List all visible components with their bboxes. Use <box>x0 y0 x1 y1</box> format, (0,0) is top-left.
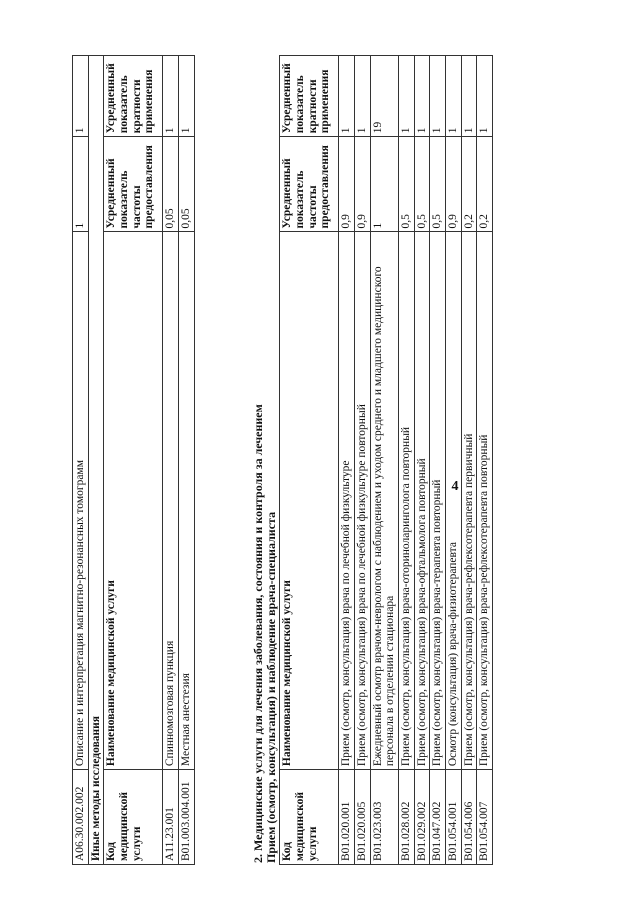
multiplicity-value: 1 <box>339 56 355 137</box>
service-name: Прием (осмотр, консультация) врача-терапевта повторный <box>430 232 446 770</box>
multiplicity-value: 19 <box>370 56 398 137</box>
service-name: Ежедневный осмотр врачом-неврологом с наблюдением и уходом среднего и младшего медицинского персонала в отделении стационара <box>370 232 398 770</box>
frequency-value: 0,5 <box>414 137 430 232</box>
table-row <box>163 56 179 865</box>
multiplicity-value: 1 <box>461 56 477 137</box>
service-code: B01.054.007 <box>477 770 493 865</box>
header-name: Наименование медицинской услуги <box>280 232 339 770</box>
frequency-value: 0,05 <box>178 137 194 232</box>
service-code: B01.020.001 <box>339 770 355 865</box>
service-code: B01.054.006 <box>461 770 477 865</box>
multiplicity-value: 1 <box>73 56 89 137</box>
table-row <box>73 56 89 865</box>
header-multiplicity: Усредненный показатель кратности применения <box>280 56 339 137</box>
frequency-value: 0,9 <box>445 137 461 232</box>
table-header <box>104 56 163 865</box>
header-code: Код медицинской услуги <box>104 770 163 865</box>
multiplicity-value: 1 <box>398 56 414 137</box>
subsection-title: Прием (осмотр, консультация) и наблюдение врача-специалиста <box>264 511 279 863</box>
service-code: B01.028.002 <box>398 770 414 865</box>
section-label-row <box>88 56 104 865</box>
frequency-value: 0,05 <box>163 137 179 232</box>
service-name: Прием (осмотр, консультация) врача-оториноларинголога повторный <box>398 232 414 770</box>
table-research-methods <box>72 55 195 865</box>
service-code: B01.029.002 <box>414 770 430 865</box>
service-code: B01.003.004.001 <box>178 770 194 865</box>
header-frequency: Усредненный показатель частоты предоставления <box>280 137 339 232</box>
frequency-value: 1 <box>73 137 89 232</box>
header-name: Наименование медицинской услуги <box>104 232 163 770</box>
service-code: B01.047.002 <box>430 770 446 865</box>
frequency-value: 0,2 <box>477 137 493 232</box>
table-row <box>430 56 446 865</box>
table-row <box>398 56 414 865</box>
section-label: Иные методы исследования <box>88 56 104 865</box>
service-name: Прием (осмотр, консультация) врача-офтальмолога повторный <box>414 232 430 770</box>
multiplicity-value: 1 <box>178 56 194 137</box>
multiplicity-value: 1 <box>414 56 430 137</box>
service-name: Спинномозговая пункция <box>163 232 179 770</box>
header-frequency: Усредненный показатель частоты предоставления <box>104 137 163 232</box>
table-row <box>355 56 371 865</box>
service-code: A06.30.002.002 <box>73 770 89 865</box>
service-name: Прием (осмотр, консультация) врача по лечебной физкультуре повторный <box>355 232 371 770</box>
service-code: B01.054.001 <box>445 770 461 865</box>
service-name: Прием (осмотр, консультация) врача по лечебной физкультуре <box>339 232 355 770</box>
frequency-value: 0,9 <box>339 137 355 232</box>
multiplicity-value: 1 <box>355 56 371 137</box>
multiplicity-value: 1 <box>477 56 493 137</box>
frequency-value: 0,2 <box>461 137 477 232</box>
table-row <box>477 56 493 865</box>
frequency-value: 0,5 <box>398 137 414 232</box>
table-row <box>414 56 430 865</box>
multiplicity-value: 1 <box>163 56 179 137</box>
service-name: Прием (осмотр, консультация) врача-рефлексотерапевта первичный <box>461 232 477 770</box>
service-name: Местная анестезия <box>178 232 194 770</box>
header-code: Код медицинской услуги <box>280 770 339 865</box>
multiplicity-value: 1 <box>445 56 461 137</box>
table-header <box>280 56 339 865</box>
table-row <box>178 56 194 865</box>
frequency-value: 0,9 <box>355 137 371 232</box>
frequency-value: 0,5 <box>430 137 446 232</box>
section-title: 2. Медицинские услуги для лечения заболевания, состояния и контроля за лечением <box>251 404 265 863</box>
service-code: B01.020.005 <box>355 770 371 865</box>
frequency-value: 1 <box>370 137 398 232</box>
page-number: 4 <box>451 479 459 494</box>
header-multiplicity: Усредненный показатель кратности применения <box>104 56 163 137</box>
table-row <box>370 56 398 865</box>
rotated-page <box>72 55 552 865</box>
table-row <box>339 56 355 865</box>
table-row <box>445 56 461 865</box>
service-name: Описание и интерпретация магнитно-резонансных томограмм <box>73 232 89 770</box>
service-name: Осмотр (консультация) врача-физиотерапевта <box>445 232 461 770</box>
multiplicity-value: 1 <box>430 56 446 137</box>
service-code: B01.023.003 <box>370 770 398 865</box>
service-code: A11.23.001 <box>163 770 179 865</box>
table-row <box>461 56 477 865</box>
section-treatment-services <box>250 55 493 865</box>
service-name: Прием (осмотр, консультация) врача-рефлексотерапевта повторный <box>477 232 493 770</box>
